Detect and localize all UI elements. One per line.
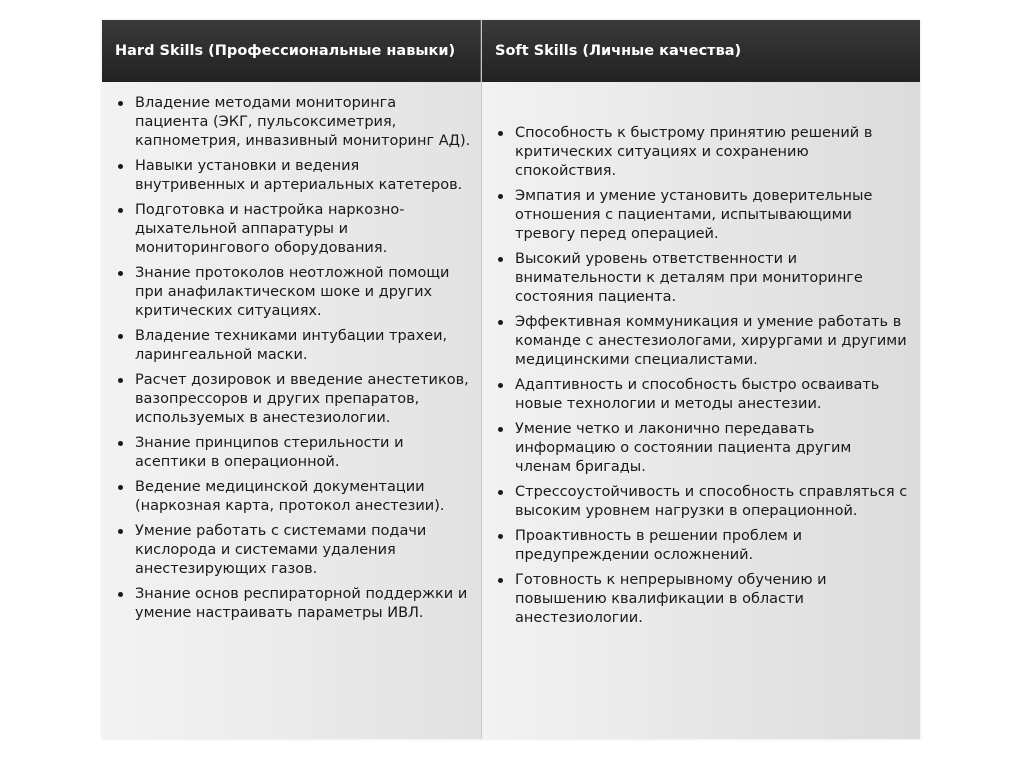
list-item: Адаптивность и способность быстро осваивать новые технологии и методы анестезии. xyxy=(496,376,910,414)
list-item: Расчет дозировок и введение анестетиков, вазопрессоров и других препаратов, используемых в анестезиологии. xyxy=(116,371,471,428)
list-item: Владение техниками интубации трахеи, ларингеальной маски. xyxy=(116,327,471,365)
skills-table xyxy=(102,20,920,739)
soft-skills-header: Soft Skills (Личные качества) xyxy=(482,20,920,82)
list-item: Эффективная коммуникация и умение работать в команде с анестезиологами, хирургами и другими медицинскими специалистами. xyxy=(496,313,910,370)
list-item: Умение работать с системами подачи кислорода и системами удаления анестезирующих газов. xyxy=(116,522,471,579)
list-item: Подготовка и настройка наркозно-дыхательной аппаратуры и мониторингового оборудования. xyxy=(116,201,471,258)
list-item: Знание протоколов неотложной помощи при анафилактическом шоке и других критических ситуациях. xyxy=(116,264,471,321)
soft-skills-column xyxy=(482,20,920,739)
list-item: Умение четко и лаконично передавать информацию о состоянии пациента другим членам бригады. xyxy=(496,420,910,477)
hard-skills-list xyxy=(116,94,471,623)
list-item: Владение методами мониторинга пациента (ЭКГ, пульсоксиметрия, капнометрия, инвазивный мониторинг АД). xyxy=(116,94,471,151)
list-item: Высокий уровень ответственности и внимательности к деталям при мониторинге состояния пациента. xyxy=(496,250,910,307)
hard-skills-column xyxy=(102,20,482,739)
soft-skills-body xyxy=(482,82,920,739)
list-item: Знание принципов стерильности и асептики в операционной. xyxy=(116,434,471,472)
list-item: Ведение медицинской документации (наркозная карта, протокол анестезии). xyxy=(116,478,471,516)
list-item: Способность к быстрому принятию решений в критических ситуациях и сохранению спокойствия. xyxy=(496,124,910,181)
list-item: Готовность к непрерывному обучению и повышению квалификации в области анестезиологии. xyxy=(496,571,910,628)
hard-skills-header: Hard Skills (Профессиональные навыки) xyxy=(102,20,481,82)
list-item: Проактивность в решении проблем и предупреждении осложнений. xyxy=(496,527,910,565)
list-item: Стрессоустойчивость и способность справляться с высоким уровнем нагрузки в операционной. xyxy=(496,483,910,521)
soft-skills-list xyxy=(496,124,910,628)
hard-skills-body xyxy=(102,82,481,739)
list-item: Навыки установки и ведения внутривенных и артериальных катетеров. xyxy=(116,157,471,195)
list-item: Эмпатия и умение установить доверительные отношения с пациентами, испытывающими тревогу перед операцией. xyxy=(496,187,910,244)
list-item: Знание основ респираторной поддержки и умение настраивать параметры ИВЛ. xyxy=(116,585,471,623)
